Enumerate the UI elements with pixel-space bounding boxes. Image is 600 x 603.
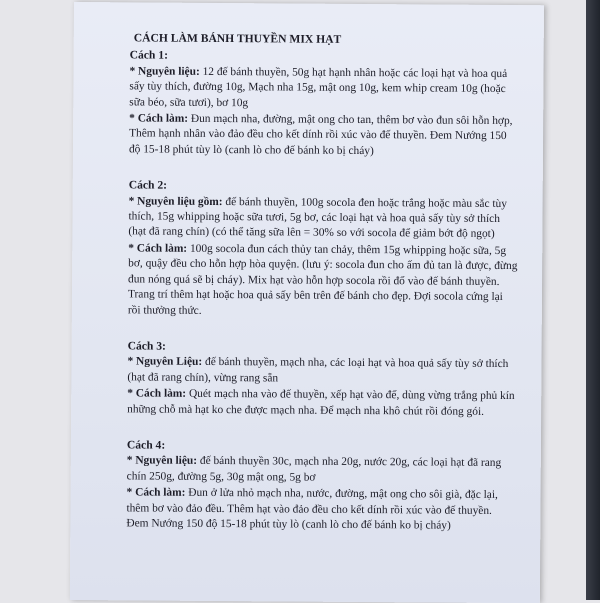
ingredients-label: * Nguyên Liệu: xyxy=(127,355,203,369)
document-title: CÁCH LÀM BÁNH THUYỀN MIX HẠT xyxy=(133,31,342,46)
steps-paragraph xyxy=(129,111,519,160)
ingredients-text: đế bánh thuyền 30c, mạch nha 20g, nước 20g, các loại hạt đã rang chín 250g, đường 5g, 30g mật ong, 5g bơ xyxy=(126,455,502,484)
ingredients-paragraph xyxy=(128,194,518,243)
ingredients-label: * Nguyên liệu: xyxy=(129,65,200,78)
steps-label: * Cách làm: xyxy=(128,242,188,255)
steps-label: * Cách làm: xyxy=(127,387,187,400)
recipe-document xyxy=(126,30,520,554)
ingredients-label: * Nguyên liệu gồm: xyxy=(128,195,223,208)
steps-text: 100g socola đun cách thủy tan chảy, thêm 15g whipping hoặc sữa, 5g bơ, quậy đều cho hỗn hợp hòa quyện. (lưu ý: socola đun cho ấm đủ tan là được, đừng đun nóng quá sẽ bị cháy). Mix hạt vào hỗn hợp socola rồi đổ vào đế bánh thuyền. Trang trí thêm hạt hoặc hoa quả sấy bên trên đế bánh cho đẹp. Đợi socola cứng lại rồi thưởng thức. xyxy=(127,242,518,317)
method-heading: Cách 1: xyxy=(129,48,169,63)
method-1 xyxy=(129,48,520,161)
method-2 xyxy=(128,178,519,321)
method-3 xyxy=(127,338,518,420)
method-heading: Cách 3: xyxy=(127,339,166,353)
ingredients-text: đế bánh thuyền, mạch nha, các loại hạt và hoa quả sấy tùy sở thích (hạt đã rang chín), vừng rang sẵn xyxy=(127,356,509,385)
method-heading: Cách 4: xyxy=(126,438,166,452)
steps-text: Đun ở lửa nhỏ mạch nha, nước, đường, mật ong cho sôi già, đặc lại, thêm bơ vào đảo đều. Thêm hạt vào đảo đều cho kết dính rồi xúc vào đế thuyền. Đem Nướng 150 độ 15-18 phút tùy lò (canh lò cho đế bánh ko bị cháy) xyxy=(126,486,498,532)
ingredients-paragraph xyxy=(127,454,517,488)
steps-label: * Cách làm: xyxy=(126,486,186,499)
steps-paragraph xyxy=(126,486,516,535)
background-edge xyxy=(586,0,600,600)
steps-paragraph xyxy=(127,387,517,421)
steps-text: Quét mạch nha vào đế thuyền, xếp hạt vào đế, dùng vừng trắng phủ kín những chỗ mà hạt ko che được mạch nha. Để mạch nha khô chút rồi đóng gói. xyxy=(127,387,515,418)
steps-label: * Cách làm: xyxy=(129,112,189,125)
steps-paragraph xyxy=(128,241,519,321)
ingredients-text: đế bánh thuyền, 100g socola đen hoặc trắng hoặc màu sắc tùy thích, 15g whipping hoặc sữa tươi, 5g bơ, các loại hạt và hoa quả sấy tùy sở thích (hạt đã rang chín) (có thể tăng sữa lên = 30% so với socola để giảm bớt độ ngọt) xyxy=(128,195,508,241)
ingredients-text: 12 đế bánh thuyền, 50g hạt hạnh nhân hoặc các loại hạt và hoa quả sấy tùy thích, đường 10g, Mạch nha 15g, mật ong 10g, kem whip cream 10g (hoặc sữa béo, sữa tươi), bơ 10g xyxy=(129,65,508,109)
ingredients-paragraph xyxy=(127,355,517,389)
steps-text: Đun mạch nha, đường, mật ong cho tan, thêm bơ vào đun sôi hỗn hợp, Thêm hạnh nhân vào đảo đều cho kết dính rồi xúc vào đế thuyền. Đem Nướng 150 độ 15-18 phút tùy lò (canh lò cho đế bánh ko bị cháy) xyxy=(128,112,513,157)
ingredients-paragraph xyxy=(129,64,519,113)
method-4 xyxy=(126,437,517,534)
ingredients-label: * Nguyên liệu: xyxy=(126,454,198,468)
method-heading: Cách 2: xyxy=(128,178,168,192)
paper-sheet xyxy=(70,2,544,603)
